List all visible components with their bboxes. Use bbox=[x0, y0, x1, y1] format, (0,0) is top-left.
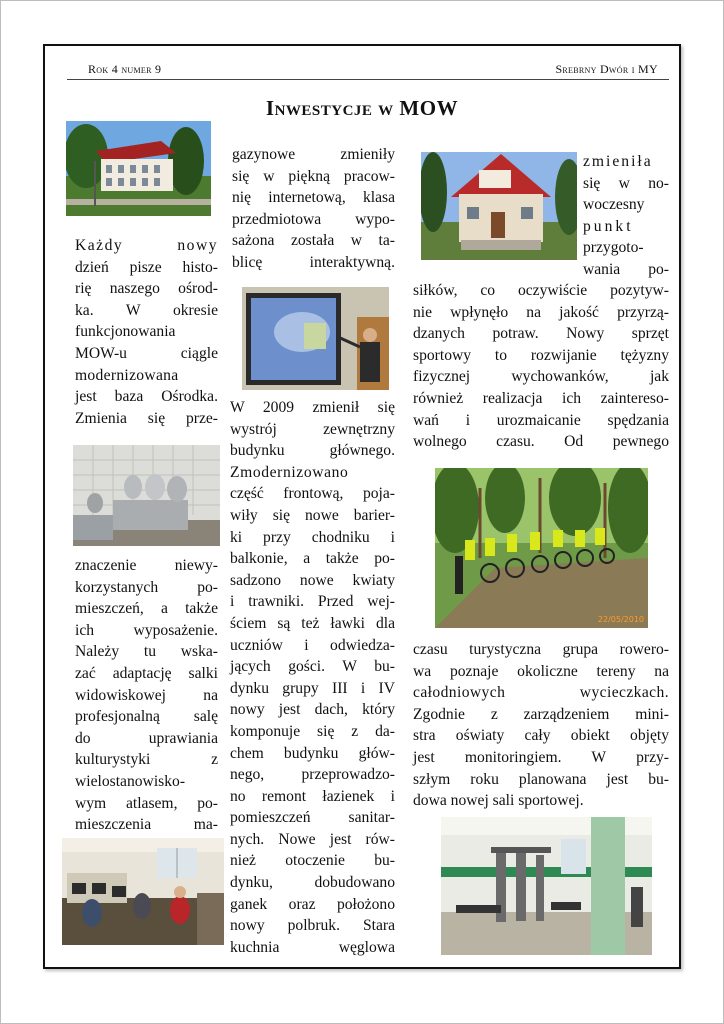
text-line: sadzono nowe kwiaty bbox=[230, 571, 395, 589]
col2-top-text bbox=[232, 144, 395, 274]
text-line: dynku grupy III i IV bbox=[230, 679, 395, 697]
text-line: balkonie, a także po- bbox=[230, 550, 395, 568]
text-line: Każdy nowy bbox=[75, 237, 218, 254]
text-line: sportowy to rozwijanie tężyzny bbox=[413, 346, 669, 364]
text-line: Należy tu wska- bbox=[75, 643, 218, 661]
text-line: wań i urozmaicanie spędzania bbox=[413, 411, 669, 429]
text-line: szłym roku planowana jest bu- bbox=[413, 770, 669, 788]
text-line: siłków, co oczywiście pozytyw- bbox=[413, 282, 669, 299]
text-line: kulturystyki z bbox=[75, 751, 218, 769]
text-line: blicę interaktywną. bbox=[232, 253, 395, 271]
text-line: do uprawiania bbox=[75, 729, 218, 747]
text-line: mieszczenia ma- bbox=[75, 816, 218, 834]
text-line: zać adaptację salki bbox=[75, 664, 218, 682]
text-line: wolnego czasu. Od pewnego bbox=[413, 433, 669, 451]
text-line: część frontową, poja- bbox=[230, 485, 395, 503]
header-rule bbox=[67, 79, 669, 80]
text-line: stra oświaty cały obiekt objęty bbox=[413, 727, 669, 745]
text-line: korzystanych po- bbox=[75, 578, 218, 596]
text-line: jących gości. W bu- bbox=[230, 658, 395, 676]
text-line: kuchnia węglowa bbox=[230, 938, 395, 956]
text-line: no remont łazienek i bbox=[230, 787, 395, 805]
text-line: się w piękną pracow- bbox=[232, 167, 395, 185]
text-line: fizycznej wychowanków, jak bbox=[413, 368, 669, 386]
text-line: nię internetową, klasa bbox=[232, 189, 395, 207]
text-line: czasu turystyczna grupa rowero- bbox=[413, 641, 669, 658]
col1-top-text bbox=[75, 235, 218, 429]
text-line: jest monitoringiem. W przy- bbox=[413, 748, 669, 766]
text-line: uczniów i odwiedza- bbox=[230, 636, 395, 654]
text-line: ka. W okresie bbox=[75, 301, 218, 319]
col2-bottom-text bbox=[230, 397, 395, 958]
text-line: i trawniki. Przed wej- bbox=[230, 593, 395, 611]
text-line: rię naszego ośrod- bbox=[75, 280, 218, 298]
text-line: pomieszczeń sanitar- bbox=[230, 809, 395, 827]
col3-narrow-text bbox=[583, 151, 669, 281]
text-line: dzanych potraw. Nowy sprzęt bbox=[413, 325, 669, 343]
text-line: ganek oraz położono bbox=[230, 895, 395, 913]
text-line: Zgodnie z zarządzeniem mini- bbox=[413, 705, 669, 723]
header-issue: Rok 4 numer 9 bbox=[88, 62, 162, 76]
text-line: dowa nowej sali sportowej. bbox=[413, 792, 584, 810]
text-line: modernizowana bbox=[75, 366, 179, 384]
text-line: profesjonalną salę bbox=[75, 708, 218, 726]
text-line: nie wpłynęło na jakość przyrzą- bbox=[413, 303, 669, 321]
text-line: wania po- bbox=[583, 260, 669, 278]
text-line: dzień pisze histo- bbox=[75, 258, 218, 276]
header-newsletter-name: Srebrny Dwór i MY bbox=[555, 62, 658, 76]
text-line: woczesny bbox=[583, 196, 645, 214]
text-line: ich wyposażenie. bbox=[75, 621, 218, 639]
text-line: wystrój zewnętrzny bbox=[230, 420, 395, 438]
photo-kitchen bbox=[73, 445, 220, 546]
text-line: Zmodernizowano bbox=[230, 463, 349, 481]
text-line: sażona została w ta- bbox=[232, 232, 395, 250]
photo-cycling-group bbox=[435, 468, 648, 628]
text-line: nież otoczenie bu- bbox=[230, 852, 395, 870]
photo-cottage bbox=[421, 152, 577, 260]
article-title: Inwestycje w MOW bbox=[265, 96, 459, 120]
text-line: komponuje się z da- bbox=[230, 722, 395, 740]
text-line: jest baza Ośrodka. bbox=[75, 388, 218, 406]
text-line: budynku głównego. bbox=[230, 442, 395, 460]
text-line: funkcjonowania bbox=[75, 323, 176, 341]
text-line: wiły się nowe barier- bbox=[230, 506, 395, 524]
text-line: również realizacja ich zaintereso- bbox=[413, 389, 669, 407]
text-line: nego, przeprowadzo- bbox=[230, 766, 395, 784]
text-line: mieszczeń, a także bbox=[75, 600, 218, 618]
text-line: całodniowych wycieczkach. bbox=[413, 684, 669, 702]
text-line: widowiskowej na bbox=[75, 686, 218, 704]
text-line: nowy jest dach, który bbox=[230, 701, 395, 719]
text-line: gazynowe zmieniły bbox=[232, 146, 395, 163]
text-line: Zmienia się prze- bbox=[75, 409, 218, 427]
text-line: nowy polbruk. Stara bbox=[230, 917, 395, 935]
text-line: wa poznaje okoliczne tereny na bbox=[413, 662, 669, 680]
text-line: zmieniła bbox=[583, 153, 653, 170]
text-line: wym atlasem, po- bbox=[75, 794, 218, 812]
photo-main-building bbox=[66, 121, 211, 216]
text-line: punkt bbox=[583, 217, 634, 235]
text-line: chem budynku głów- bbox=[230, 744, 395, 762]
text-line: nych. Nowe jest rów- bbox=[230, 830, 395, 848]
text-line: przygoto- bbox=[583, 239, 644, 257]
photo-gym bbox=[441, 817, 652, 955]
photo-computer-room bbox=[62, 838, 224, 945]
col3-top-text bbox=[413, 280, 669, 453]
photo-interactive-whiteboard bbox=[242, 287, 389, 390]
text-line: się w no- bbox=[583, 174, 669, 192]
text-line: dynku, dobudowano bbox=[230, 874, 395, 892]
col1-bottom-text bbox=[75, 555, 218, 836]
photo-date-stamp: 22/05/2010 bbox=[597, 615, 644, 624]
text-line: ściem są też ławki dla bbox=[230, 614, 395, 632]
text-line: znaczenie niewy- bbox=[75, 557, 218, 574]
text-line: przedmiotowa wypo- bbox=[232, 210, 395, 228]
text-line: wielostanowisko- bbox=[75, 772, 186, 790]
text-line: MOW-u ciągle bbox=[75, 344, 218, 362]
text-line: W 2009 zmienił się bbox=[230, 399, 395, 416]
text-line: ki przy chodniku i bbox=[230, 528, 395, 546]
col3-bottom-text bbox=[413, 639, 669, 812]
